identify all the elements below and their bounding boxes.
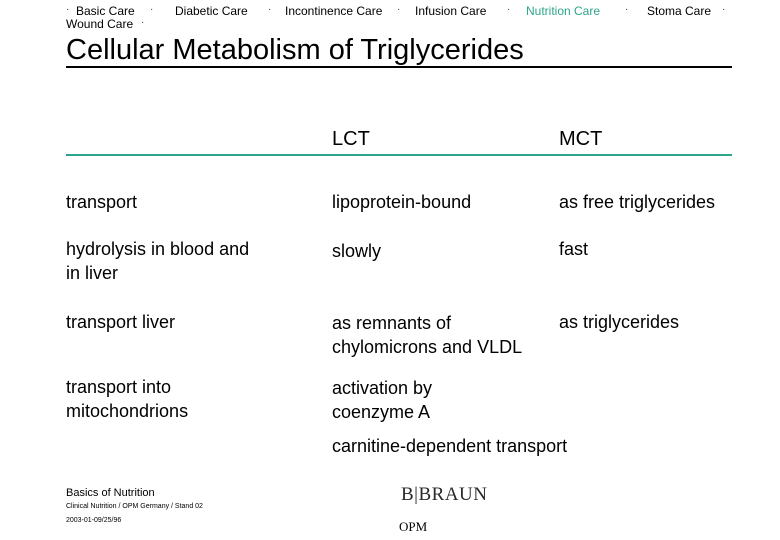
- lct-cell: activation by coenzyme A: [332, 378, 433, 422]
- nav-infusion-care-link[interactable]: Infusion Care: [415, 4, 487, 18]
- bbraun-logo: B|BRAUN: [401, 484, 488, 505]
- footer-heading: Basics of Nutrition: [66, 487, 155, 499]
- nav-incontinence-care-link[interactable]: Incontinence Care: [285, 4, 383, 18]
- row-label: transport: [66, 192, 138, 212]
- nav-nutrition-care[interactable]: [526, 4, 600, 18]
- footer-subline: Clinical Nutrition / OPM Germany / Stand 02: [66, 503, 203, 510]
- nav-basic-care-link[interactable]: Basic Care: [76, 4, 135, 18]
- header-divider: [66, 154, 732, 156]
- nav-separator: ·: [268, 4, 272, 15]
- nav-diabetic-care[interactable]: [175, 4, 248, 18]
- footer-date: 2003-01-09/25/96: [66, 517, 122, 524]
- column-header-mct: MCT: [559, 128, 603, 150]
- row-label: transport liver: [66, 312, 176, 332]
- nav-separator: ·: [625, 4, 629, 15]
- nav-diabetic-care-link[interactable]: Diabetic Care: [175, 4, 248, 18]
- lct-cell: lipoprotein-bound: [332, 192, 472, 212]
- nav-wound-care-link[interactable]: Wound Care: [66, 17, 134, 31]
- nav-incontinence-care[interactable]: [285, 4, 382, 18]
- mct-cell: fast: [559, 239, 589, 259]
- nav-basic-care[interactable]: [76, 4, 135, 18]
- nav-stoma-care-link[interactable]: Stoma Care: [647, 4, 712, 18]
- nav-separator: ·: [722, 4, 726, 15]
- row-label: hydrolysis in blood and in liver: [66, 239, 250, 283]
- mct-cell: as free triglycerides: [559, 192, 716, 212]
- nav-separator: ·: [141, 17, 145, 28]
- nav-infusion-care[interactable]: [415, 4, 486, 18]
- lct-cell: slowly: [332, 241, 382, 261]
- page-title: Cellular Metabolism of Triglycerides: [66, 34, 732, 68]
- nav-stoma-care[interactable]: [647, 4, 711, 18]
- row-label: transport into mitochondrions: [66, 377, 189, 421]
- mct-cell: as triglycerides: [559, 312, 680, 332]
- nav-separator: ·: [66, 4, 70, 15]
- nav-separator: ·: [150, 4, 154, 15]
- nav-wound-care[interactable]: [66, 17, 133, 31]
- nav-separator: ·: [507, 4, 511, 15]
- nav-nutrition-care-link[interactable]: Nutrition Care: [526, 4, 601, 18]
- opm-label: OPM: [399, 519, 428, 534]
- lct-cell: as remnants of chylomicrons and VLDL: [332, 313, 523, 357]
- carnitine-note: carnitine-dependent transport: [332, 436, 568, 456]
- column-header-lct: LCT: [332, 128, 370, 150]
- nav-separator: ·: [397, 4, 401, 15]
